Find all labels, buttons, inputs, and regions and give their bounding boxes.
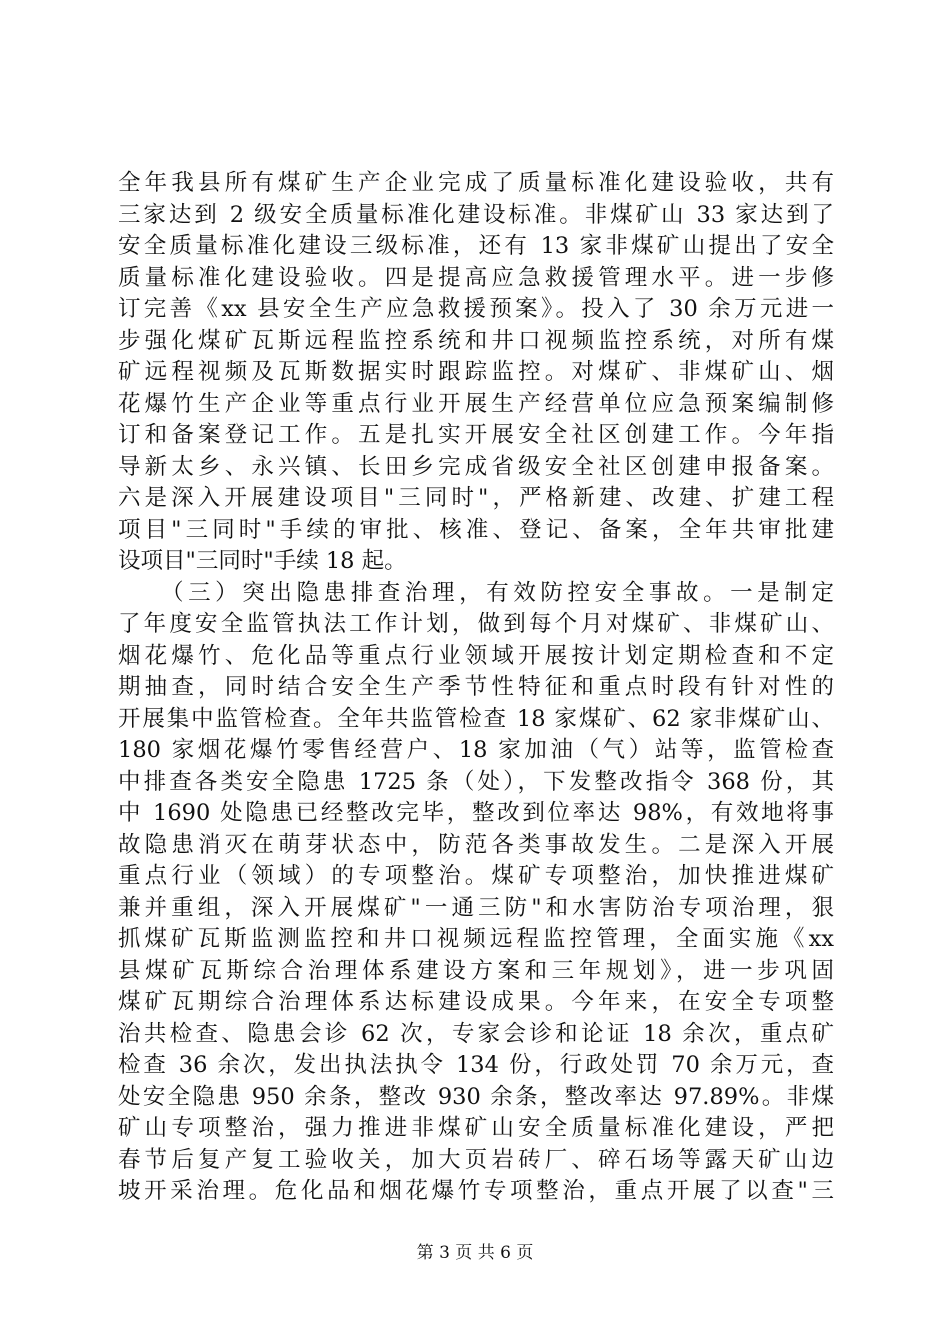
text-line: 全年我县所有煤矿生产企业完成了质量标准化建设验收，共有 [118,170,834,196]
text-line: 设项目"三同时"手续 18 起。 [118,548,407,574]
text-line: 导新太乡、永兴镇、长田乡完成省级安全社区创建申报备案。 [118,453,834,480]
text-line: 治共检查、隐患会诊 62 次，专家会诊和论证 18 余次，重点矿 [118,1020,834,1047]
text-line: 180 家烟花爆竹零售经营户、18 家加油（气）站等，监管检查 [118,737,834,763]
text-line: 坡开采治理。危化品和烟花爆竹专项整治，重点开展了以查"三 [118,1178,834,1204]
text-line: 矿远程视频及瓦斯数据实时跟踪监控。对煤矿、非煤矿山、烟 [118,359,834,385]
document-body [118,168,834,1208]
text-line: 抓煤矿瓦斯监测监控和井口视频远程监控管理，全面实施《xx [118,926,834,952]
text-line: 兼并重组，深入开展煤矿"一通三防"和水害防治专项治理，狠 [118,894,834,921]
text-line: 重点行业（领域）的专项整治。煤矿专项整治，加快推进煤矿 [118,863,834,889]
text-line: 质量标准化建设验收。四是提高应急救援管理水平。进一步修 [118,264,834,291]
page-footer: 第 3 页 共 6 页 [416,1243,534,1263]
text-line: 故隐患消灭在萌芽状态中，防范各类事故发生。二是深入开展 [118,831,834,858]
text-line: 期抽查，同时结合安全生产季节性特征和重点时段有针对性的 [118,674,834,700]
text-line: 安全质量标准化建设三级标准，还有 13 家非煤矿山提出了安全 [118,233,834,259]
text-line: 步强化煤矿瓦斯远程监控系统和井口视频监控系统，对所有煤 [118,327,834,354]
text-line: 订完善《xx 县安全生产应急救援预案》。投入了 30 余万元进一 [118,296,834,322]
text-line: 检查 36 余次，发出执法执令 134 份，行政处罚 70 余万元，查 [118,1052,834,1078]
text-line: 烟花爆竹、危化品等重点行业领域开展按计划定期检查和不定 [118,642,834,669]
text-line: 矿山专项整治，强力推进非煤矿山安全质量标准化建设，严把 [118,1115,834,1141]
text-line: 花爆竹生产企业等重点行业开展生产经营单位应急预案编制修 [118,390,834,417]
text-line: （三）突出隐患排查治理，有效防控安全事故。一是制定 [118,579,834,606]
text-line: 三家达到 2 级安全质量标准化建设标准。非煤矿山 33 家达到了 [118,201,834,228]
text-line: 项目"三同时"手续的审批、核准、登记、备案，全年共审批建 [118,516,834,543]
text-line: 春节后复产复工验收关，加大页岩砖厂、碎石场等露天矿山边 [118,1146,834,1173]
text-line: 煤矿瓦期综合治理体系达标建设成果。今年来，在安全专项整 [118,989,834,1015]
text-line: 开展集中监管检查。全年共监管检查 18 家煤矿、62 家非煤矿山、 [118,705,834,732]
text-line: 县煤矿瓦斯综合治理体系建设方案和三年规划》，进一步巩固 [118,957,834,984]
text-line: 处安全隐患 950 余条，整改 930 余条，整改率达 97.89%。非煤 [118,1083,834,1110]
text-line: 中排查各类安全隐患 1725 条（处），下发整改指令 368 份，其 [118,768,834,795]
text-line: 中 1690 处隐患已经整改完毕，整改到位率达 98%，有效地将事 [118,800,834,826]
text-line: 订和备案登记工作。五是扎实开展安全社区创建工作。今年指 [118,422,834,448]
text-line: 了年度安全监管执法工作计划，做到每个月对煤矿、非煤矿山、 [118,611,834,637]
text-line: 六是深入开展建设项目"三同时"，严格新建、改建、扩建工程 [118,485,834,511]
